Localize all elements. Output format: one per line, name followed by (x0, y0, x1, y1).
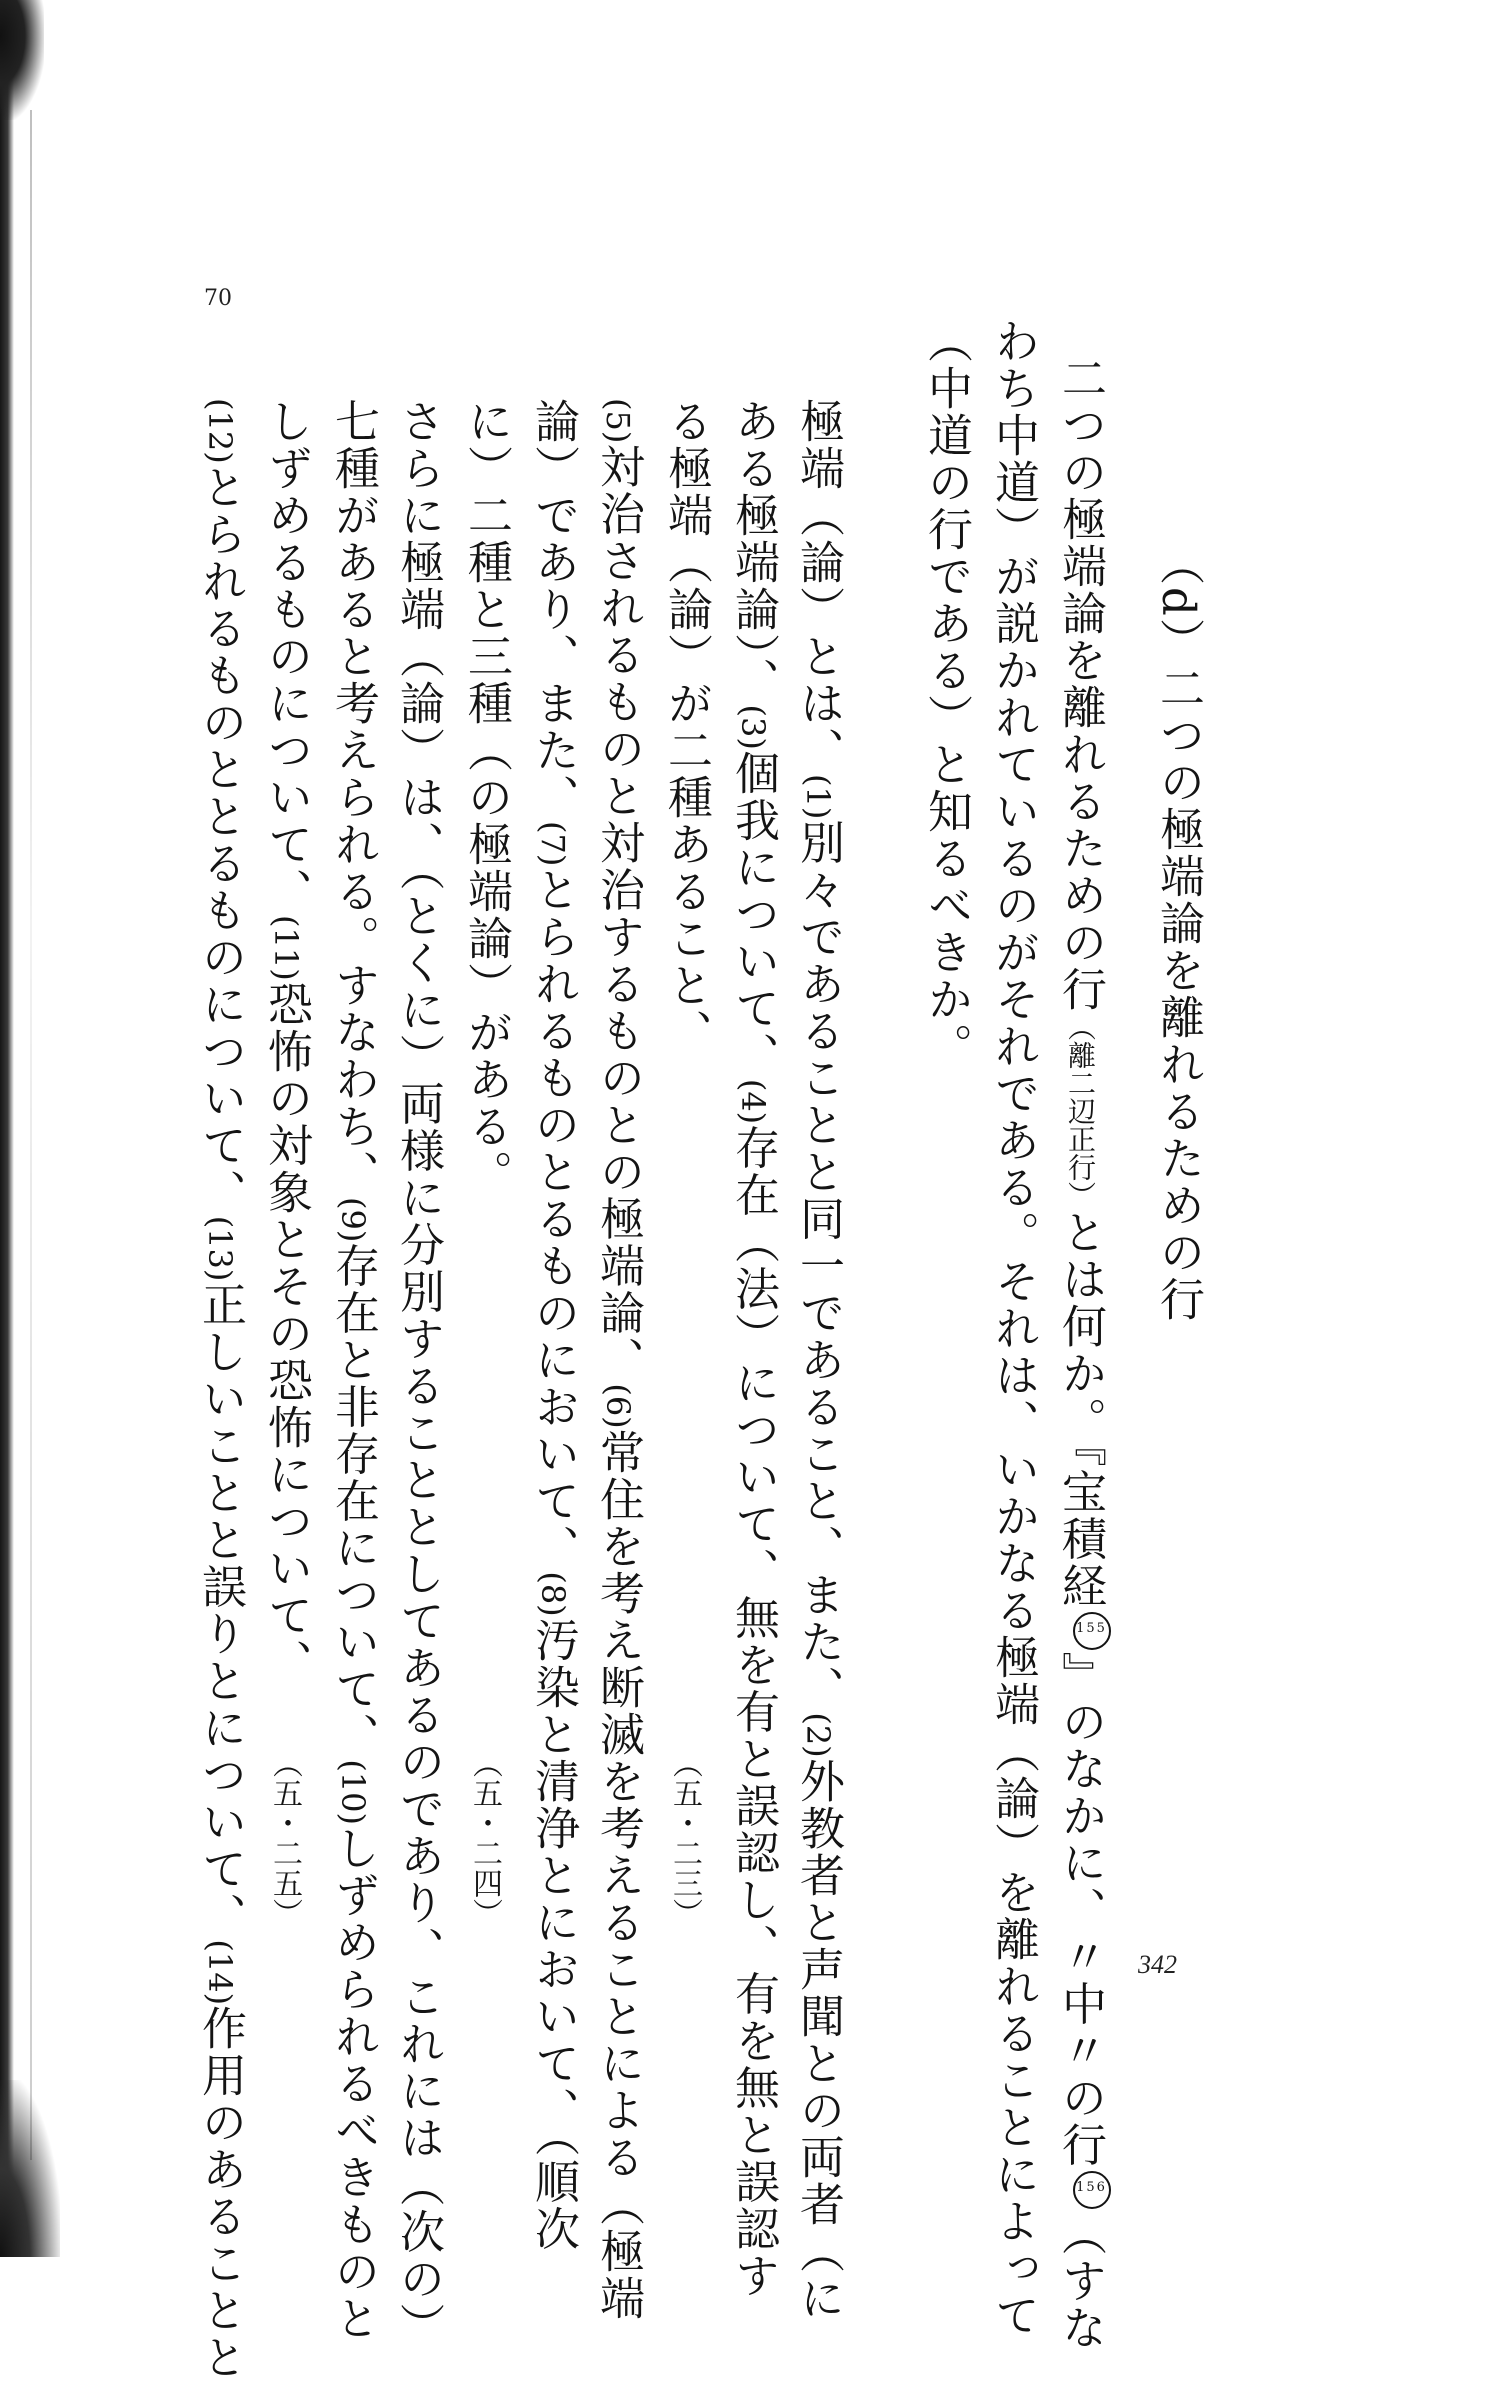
citation-ref-3: （五・二五） (267, 1748, 302, 1928)
item-number: (14) (201, 1939, 239, 2006)
text-run: 存在（法）について、無を有と誤認し、有を無と誤認す (727, 1124, 780, 2300)
para2-line-2 (525, 398, 581, 2252)
citation-ref-1: （五・二三） (667, 1748, 702, 1928)
para1-line-2 (725, 398, 781, 2299)
binding-blot-top (0, 0, 44, 120)
item-number: (11) (267, 915, 305, 981)
item-number: (3) (734, 704, 772, 750)
text-run: 』のなかに、〃中〃の行 (1054, 1651, 1107, 2169)
text-run: しずめられるべきものと (327, 1825, 380, 2343)
footnote-marker: 156 (1073, 2171, 1111, 2209)
item-number: (8) (534, 1571, 572, 1617)
para3-line-1 (390, 398, 446, 2350)
text-run: 常住を考え断滅を考えることによる（極端 (592, 1428, 645, 2322)
text-run: わち中道）が説かれているのがそれである。それは、いかなる極端（論）を離れることによって (987, 318, 1040, 2339)
page-number-bottom: 342 (1138, 1950, 1177, 1979)
text-run: とられるものととるものについて、 (194, 463, 247, 1216)
citation-ref-2: （五・二四） (467, 1748, 502, 1928)
text-run: 極端（論）とは、 (792, 398, 845, 774)
binding-shadow (0, 0, 14, 2257)
text-run: （すな (1054, 2210, 1107, 2352)
text-run: 正しいことと誤りとについて、 (194, 1281, 247, 1940)
text-run: 存在と非存在について、 (327, 1242, 380, 1760)
intro-line-1 (1052, 355, 1111, 2352)
text-run: とは何か。『宝積経 (1054, 1209, 1107, 1610)
item-number: (6) (599, 1383, 637, 1429)
text-run: ある極端論）、 (727, 398, 780, 705)
small-annotation: （離二辺正行） (1064, 1013, 1097, 1209)
text-run: に）二種と三種（の極端論）がある。 (460, 398, 513, 1197)
para2-line-3 (458, 398, 514, 1197)
para3-line-3 (258, 398, 314, 1686)
item-number: (9) (334, 1197, 372, 1243)
text-run: 外教者と声聞との両者（に (792, 1757, 845, 2322)
text-run: 七種があると考えられる。すなわち、 (327, 398, 380, 1197)
item-number: (1) (799, 774, 837, 820)
text-run: しずめるものについて、 (260, 398, 313, 915)
para2-line-1 (590, 398, 646, 2322)
text-run: 二つの極端論を離れるための行 (1054, 355, 1107, 1013)
intro-line-3 (918, 318, 974, 1070)
section-heading: （d）二つの極端論を離れるための行 (1152, 540, 1205, 1323)
text-run: る極端（論）が二種あること、 (660, 398, 713, 1056)
text-run: 汚染と清浄とにおいて、（順次 (527, 1616, 580, 2253)
para3-line-4 (192, 398, 248, 2381)
para1-line-1 (790, 398, 846, 2322)
text-run: 個我について、 (727, 749, 780, 1079)
item-number: (13) (201, 1215, 239, 1282)
page-number-top: 70 (204, 286, 232, 311)
text-run: 恐怖の対象とその恐怖について、 (260, 980, 313, 1686)
text-run: とられるものとるものにおいて、 (527, 866, 580, 1572)
text-run: 作用のあることと (194, 2005, 247, 2381)
item-number: (12) (201, 398, 239, 464)
footnote-marker: 155 (1073, 1612, 1111, 1650)
item-number: (4) (734, 1078, 772, 1125)
para3-line-2 (325, 398, 381, 2342)
text-run: 論）であり、また、 (527, 398, 580, 821)
item-number: (2) (799, 1712, 837, 1758)
item-number: (7) (534, 821, 572, 867)
scan-edge-line (30, 110, 32, 2160)
text-run: さらに極端（論）は、（とくに）両様に分別することとしてあるのであり、これには（次の） (392, 398, 445, 2350)
para1-line-3 (658, 398, 714, 1056)
text-run: 対治されるものと対治するものとの極端論、 (592, 443, 645, 1384)
item-number: (10) (334, 1759, 372, 1826)
text-run: （中道の行である）と知るべきか。 (920, 318, 973, 1070)
item-number: (5) (599, 398, 637, 444)
intro-line-2 (985, 318, 1041, 2339)
text-run: 別々であることと同一であること、また、 (792, 819, 845, 1713)
